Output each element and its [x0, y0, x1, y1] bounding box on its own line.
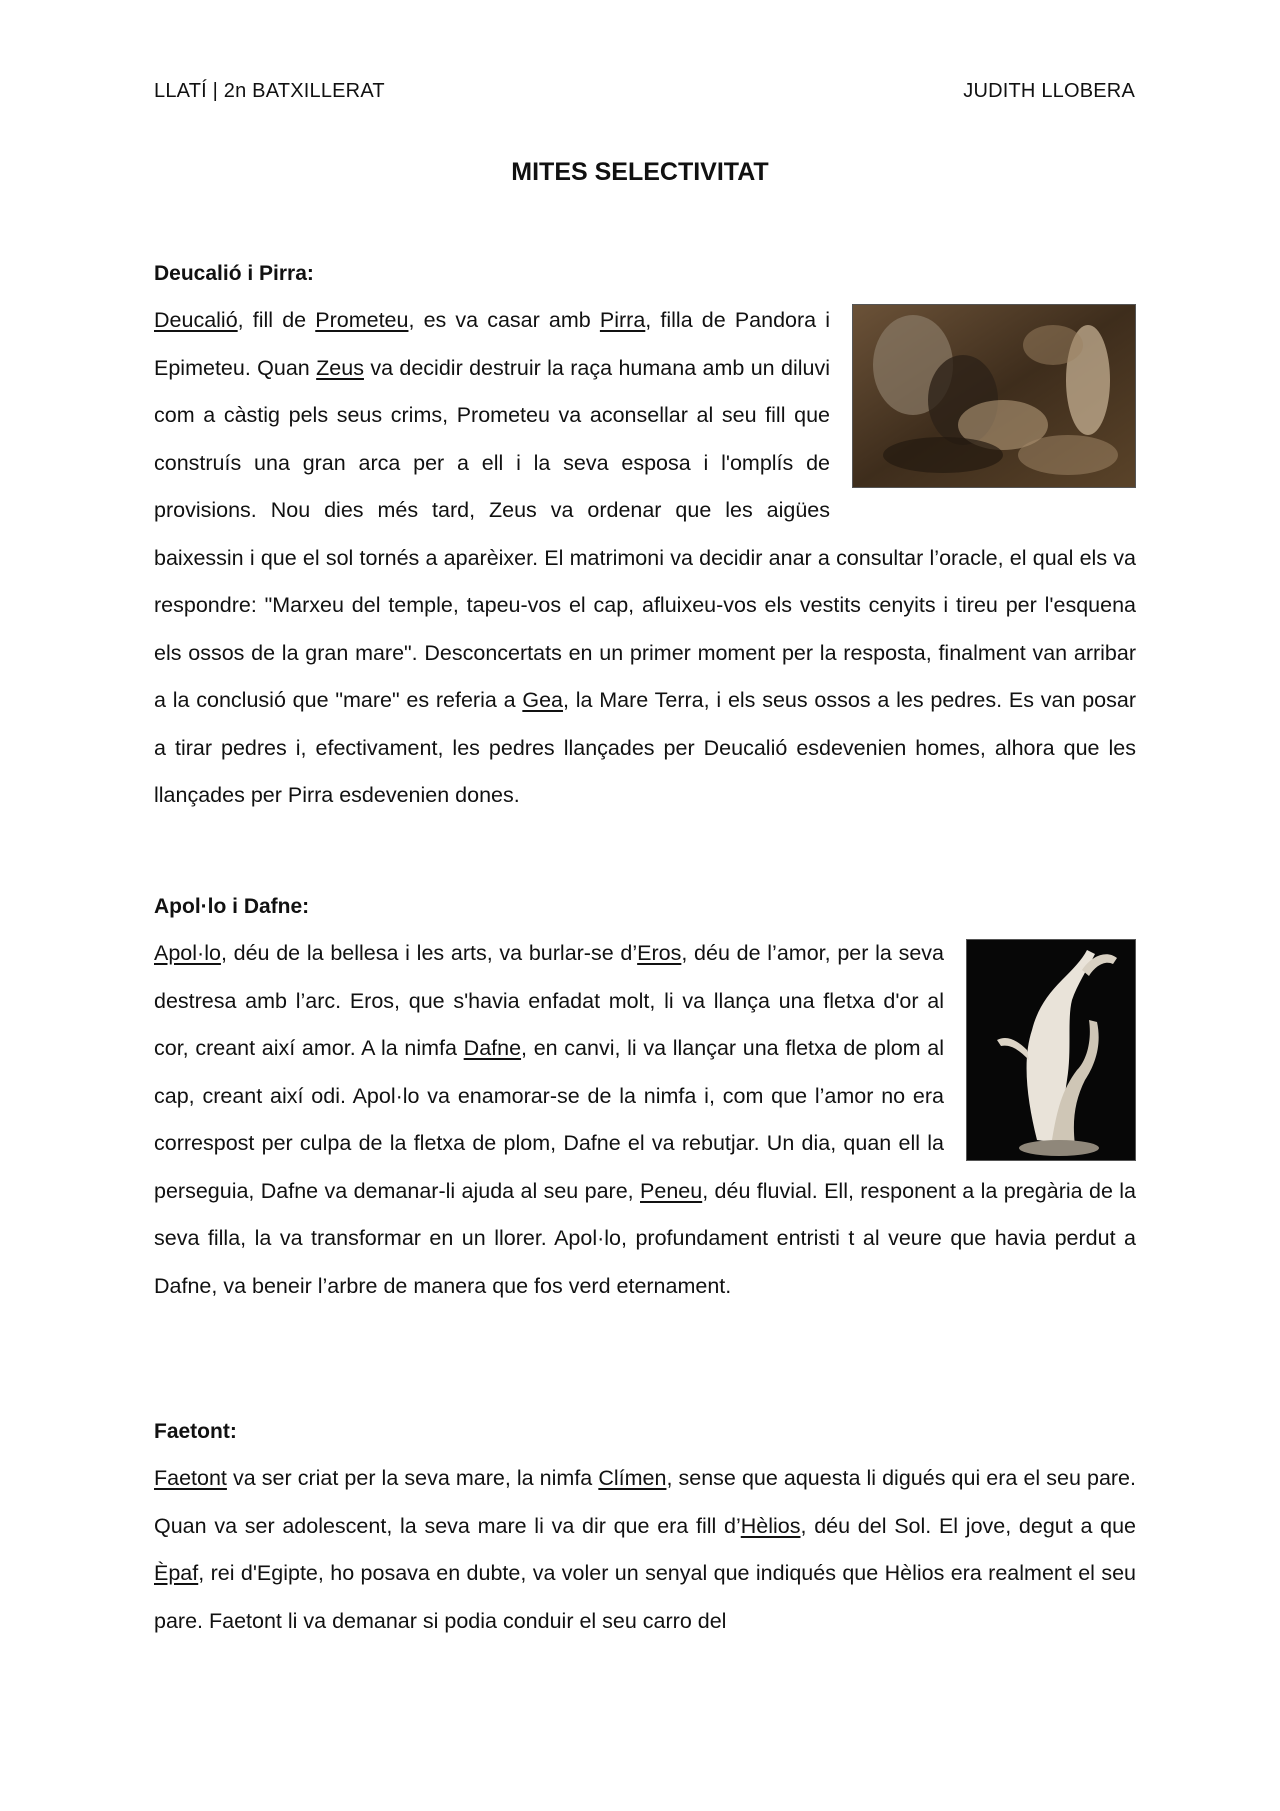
text-run: , déu fluvial. Ell, responent a la pregària de la seva filla, la va transformar en un llorer. Apol·lo, profundament entristi t al veure que havia perdut a Dafne, va beneir l’arbre de manera que fos verd eternament. — [154, 1178, 1136, 1298]
underlined-name: Faetont — [154, 1466, 227, 1490]
underlined-name: Apol·lo — [154, 941, 221, 965]
document-title: MITES SELECTIVITAT — [511, 158, 769, 186]
section-body — [154, 930, 1136, 1310]
underlined-name: Zeus — [316, 355, 364, 380]
underlined-name: Pirra — [599, 308, 646, 332]
underlined-name: Èpaf — [154, 1561, 199, 1585]
text-run: , la Mare Terra, i els seus ossos a les pedres. Es van posar a tirar pedres i, efectivament, les pedres llançades per Deucalió esdevenien homes, alhora que les llançades per Pirra esdevenien dones. — [154, 688, 1136, 807]
header-course: LLATÍ | 2n BATXILLERAT — [154, 80, 385, 102]
underlined-name: Clímen — [598, 1466, 667, 1490]
section-body — [154, 1455, 1136, 1645]
text-run: , rei d'Egipte, ho posava en dubte, va voler un senyal que indiqués que Hèlios era realment el seu pare. Faetont li va demanar si podia conduir el seu carro del — [154, 1561, 1136, 1633]
section-heading: Apol·lo i Dafne: — [154, 895, 310, 918]
text-run: , déu de la bellesa i les arts, va burlar-se d’ — [220, 941, 638, 965]
underlined-name: Peneu — [640, 1178, 703, 1203]
text-run: , fill de — [237, 308, 316, 332]
text-run: , sense que aquesta li digués qui era el seu pare. Quan va ser adolescent, la seva mare li va dir que era fill d’ — [154, 1466, 1136, 1538]
text-run: , déu del Sol. El jove, degut a que — [800, 1513, 1136, 1538]
text-run: , en canvi, li va llançar una fletxa de plom al cap, creant així odi. Apol·lo va enamorar-se de la nimfa i, com que l’amor no era correspost per culpa de la fletxa de plom, Dafne el va rebutjar. Un dia, quan ell la perseguia, Dafne va demanar-li ajuda al seu pare, — [154, 1036, 944, 1203]
deucalion-pyrrha-painting — [852, 304, 1136, 488]
section-apollo-dafne — [154, 883, 1136, 1310]
underlined-name: Deucalió — [154, 308, 238, 332]
text-run: , déu de l’amor, per la seva destresa amb l’arc. Eros, que s'havia enfadat molt, li va llança una fletxa d'or al cor, creant així amor. A la nimfa — [154, 941, 944, 1060]
underlined-name: Hèlios — [740, 1513, 801, 1538]
text-run: , filla de Pandora i Epimeteu. Quan — [154, 308, 831, 380]
text-run: va ser criat per la seva mare, la nimfa — [226, 1466, 599, 1490]
underlined-name: Dafne — [463, 1036, 522, 1060]
section-body — [154, 297, 1136, 820]
section-deucalio-pirra — [154, 250, 1136, 820]
text-run: , es va casar amb — [408, 308, 600, 332]
section-faetont — [154, 1408, 1136, 1645]
section-heading: Faetont: — [154, 1420, 237, 1443]
underlined-name: Prometeu — [315, 308, 409, 332]
underlined-name: Gea — [522, 688, 563, 712]
section-heading: Deucalió i Pirra: — [154, 262, 314, 285]
apollo-daphne-sculpture — [966, 939, 1136, 1161]
underlined-name: Eros — [637, 941, 682, 965]
header-author: JUDITH LLOBERA — [963, 80, 1135, 102]
text-run: va decidir destruir la raça humana amb un diluvi com a càstig pels seus crims, Prometeu va aconsellar al seu fill que construís una gran arca per a ell i la seva esposa i l'omplís de provisions. Nou dies més tard, Zeus va ordenar que les aigües baixessin i que el sol tornés a aparèixer. El matrimoni va decidir anar a consultar l’oracle, el qual els va respondre: "Marxeu del temple, tapeu-vos el cap, afluixeu-vos els vestits cenyits i tireu per l'esquena els ossos de la gran mare". Desconcertats en un primer moment per la resposta, finalment van arribar a la conclusió que "mare" es referia a — [154, 355, 1136, 712]
